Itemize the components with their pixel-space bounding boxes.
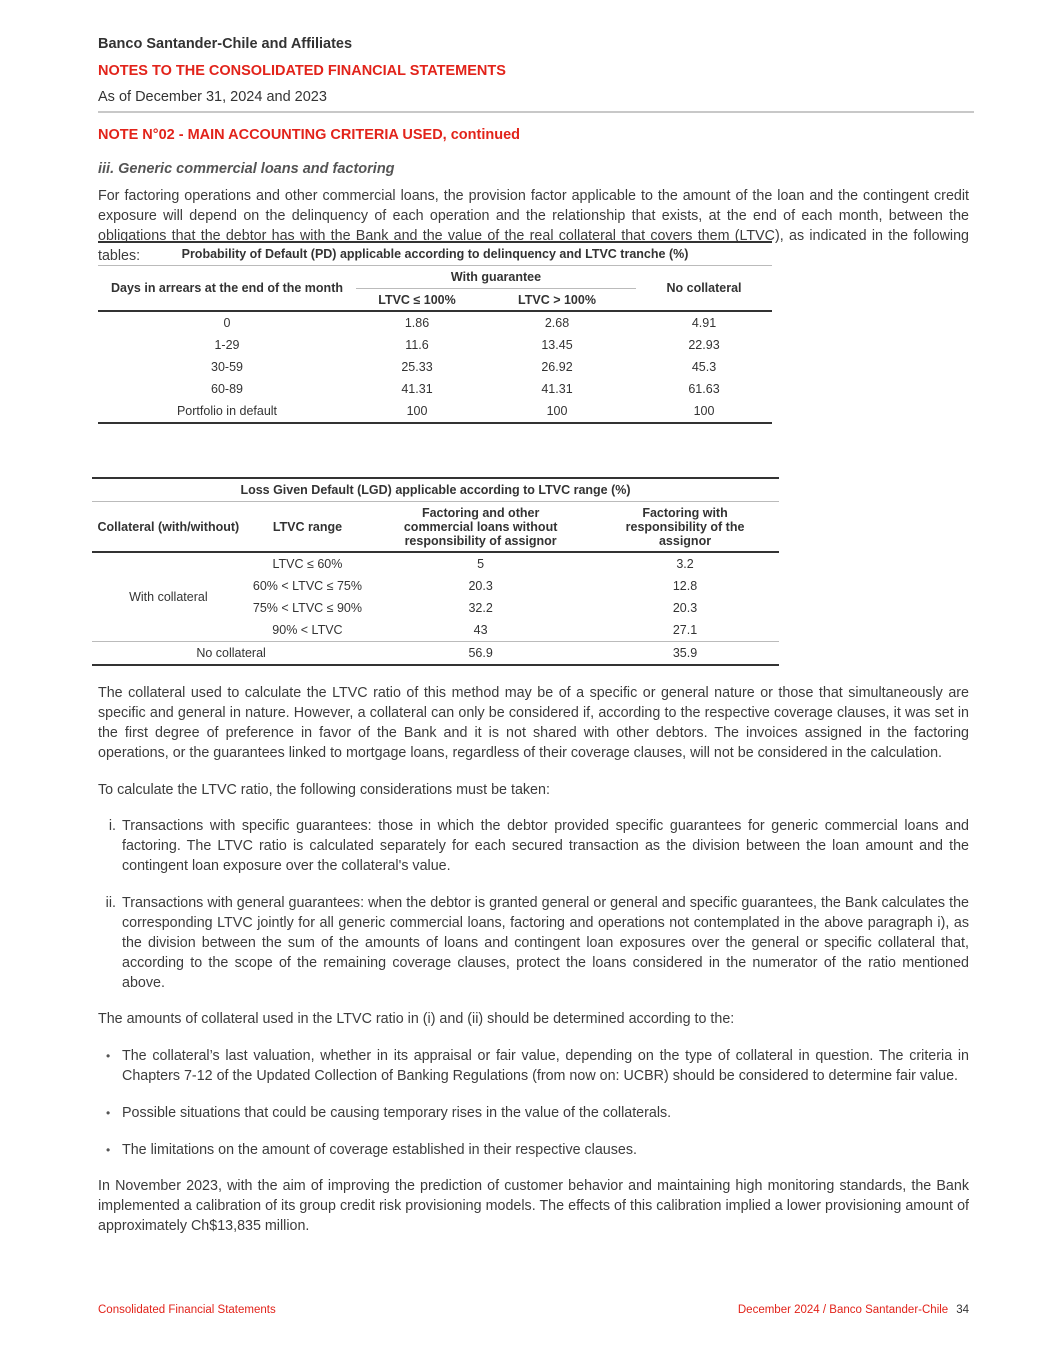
- list-marker: ii.: [105, 895, 116, 911]
- pd-le-cell: 25.33: [401, 360, 433, 374]
- list-item-text: Transactions with specific guarantees: those in which the debtor provided specific guarantees for generic commercial loans and factoring. The LTVC ratio is calculated separately for each secured transaction as the division between the loan amount and the contingent loan exposure over the collateral's value.: [122, 818, 969, 874]
- pd-days-cell: Portfolio in default: [98, 400, 356, 423]
- lgd-with-cell: 12.8: [672, 579, 698, 593]
- table-row: [98, 400, 772, 423]
- lgd-with-cell: 3.2: [676, 557, 694, 571]
- lgd-with-collateral-cell: With collateral: [129, 590, 208, 604]
- roman-list: [98, 816, 969, 993]
- pd-col-ltvc-le: LTVC ≤ 100%: [356, 289, 478, 312]
- footer-left-text: Consolidated Financial Statements: [98, 1304, 276, 1316]
- table-row: [98, 378, 772, 400]
- note-title: NOTE N°02 - MAIN ACCOUNTING CRITERIA USED, continued: [98, 127, 521, 143]
- pd-col-no-collateral: No collateral: [636, 266, 772, 312]
- lgd-with-cell: 35.9: [591, 642, 779, 666]
- lgd-range-cell: 60% < LTVC ≤ 75%: [252, 579, 363, 593]
- bullet-icon: •: [106, 1049, 111, 1063]
- pd-none-cell: 4.91: [691, 316, 717, 330]
- table-row: [98, 311, 772, 334]
- pd-table-caption: Probability of Default (PD) applicable according to delinquency and LTVC tranche (%): [98, 242, 772, 266]
- pd-gt-cell: 13.45: [541, 338, 573, 352]
- lgd-other-cell: 20.3: [468, 579, 493, 593]
- table-row: [92, 552, 779, 575]
- pd-table: [98, 241, 772, 424]
- section-title: iii. Generic commercial loans and factoring: [98, 161, 395, 177]
- lgd-range-cell: 90% < LTVC: [272, 623, 343, 637]
- amounts-paragraph: The amounts of collateral used in the LTVC ratio in (i) and (ii) should be determined according to the:: [98, 1011, 735, 1027]
- page-header-block: [98, 34, 969, 266]
- list-item-text: Possible situations that could be causing temporary rises in the value of the collaterals.: [122, 1105, 672, 1121]
- calc-paragraph: To calculate the LTVC ratio, the following considerations must be taken:: [98, 782, 550, 798]
- final-paragraph: In November 2023, with the aim of improving the prediction of customer behavior and maintaining high monitoring standards, the Bank implemented a calibration of its group credit risk provisioning models. The effects of this calibration implied a lower provisioning amount of approximately Ch$13,835 million.: [98, 1178, 969, 1234]
- pd-col-with-guarantee: With guarantee: [356, 266, 636, 289]
- lgd-table: [92, 477, 779, 666]
- table-row: [98, 356, 772, 378]
- lgd-with-cell: 20.3: [672, 601, 698, 615]
- pd-days-cell: 0: [223, 316, 231, 330]
- pd-le-cell: 41.31: [401, 382, 433, 396]
- list-marker: i.: [108, 818, 116, 834]
- report-date: As of December 31, 2024 and 2023: [98, 89, 327, 105]
- pd-days-cell: 30-59: [211, 360, 243, 374]
- list-item: [98, 1140, 969, 1160]
- bullet-icon: •: [106, 1106, 111, 1120]
- pd-le-cell: 1.86: [404, 316, 430, 330]
- lgd-no-collateral-cell: No collateral: [92, 642, 370, 666]
- pd-none-cell: 100: [636, 400, 772, 423]
- pd-none-cell: 22.93: [688, 338, 720, 352]
- list-item-text: The collateral’s last valuation, whether in its appraisal or fair value, depending on the type of collateral in question. The criteria in Chapters 7-12 of the Updated Collection of Banking Regulations (from now on: UCBR) should be considered to determine fair value.: [122, 1048, 969, 1084]
- lgd-range-cell: 75% < LTVC ≤ 90%: [252, 601, 363, 615]
- intro-paragraph: For factoring operations and other commercial loans, the provision factor applicable to the amount of the loan and the contingent credit exposure will depend on the delinquency of each operation and the relationship that exists, at the end of each month, between the obligations that the debtor has with the Bank and the value of the real collateral that covers them (LTVC), as indicated in the following tables:: [98, 188, 969, 264]
- lgd-col-collateral: Collateral (with/without): [92, 502, 245, 553]
- pd-none-cell: 61.63: [688, 382, 720, 396]
- lgd-other-cell: 5: [477, 557, 485, 571]
- lgd-other-cell: 56.9: [370, 642, 591, 666]
- lgd-col-factoring-other: Factoring and other commercial loans without responsibility of assignor: [370, 502, 591, 553]
- header-divider: [98, 111, 974, 113]
- list-item-text: The limitations on the amount of coverage established in their respective clauses.: [122, 1142, 637, 1158]
- list-item-text: Transactions with general guarantees: when the debtor is granted general or general and specific guarantees, the Bank calculates the corresponding LTVC jointly for all generic commercial loans, factoring and operations not contemplated in the above paragraph i), as the division between the sum of the amounts of loans and contingent loan exposures over the general or specific collateral that, according to the scope of the remaining coverage clauses, protect the loans considered in the numerator of the ratio mentioned above.: [122, 895, 969, 991]
- notes-title: NOTES TO THE CONSOLIDATED FINANCIAL STATEMENTS: [98, 63, 506, 79]
- pd-none-cell: 45.3: [691, 360, 717, 374]
- pd-le-cell: 100: [356, 400, 478, 423]
- lgd-col-range: LTVC range: [245, 502, 370, 553]
- table-row: [98, 334, 772, 356]
- pd-le-cell: 11.6: [405, 338, 429, 352]
- list-item: [98, 1103, 969, 1123]
- bullet-list: [98, 1046, 969, 1160]
- pd-days-cell: 1-29: [214, 338, 240, 352]
- lgd-range-cell: LTVC ≤ 60%: [272, 557, 343, 571]
- lgd-table-caption: Loss Given Default (LGD) applicable according to LTVC range (%): [92, 478, 779, 502]
- list-item: [98, 1046, 969, 1086]
- pd-col-days: Days in arrears at the end of the month: [98, 266, 356, 312]
- company-name: Banco Santander-Chile and Affiliates: [98, 36, 353, 52]
- pd-days-cell: 60-89: [211, 382, 243, 396]
- lgd-with-cell: 27.1: [672, 623, 698, 637]
- footer-right-text: December 2024 / Banco Santander-Chile: [737, 1304, 949, 1316]
- collateral-paragraph: The collateral used to calculate the LTVC ratio of this method may be of a specific or general nature or those that simultaneously are specific and general in nature. However, a collateral can only be considered if, according to the respective coverage clauses, it was set in the first degree of preference in favor of the Bank and it is not shared with other debtors. The invoices assigned in the factoring operations, or the guarantees linked to mortgage loans, regardless of their coverage clauses, will not be considered in the calculation.: [98, 685, 969, 761]
- pd-col-ltvc-gt: LTVC > 100%: [478, 289, 636, 312]
- footer-right: [738, 1302, 969, 1318]
- page-number: 34: [956, 1304, 969, 1316]
- list-item: [98, 816, 969, 876]
- body-text-block: [98, 683, 969, 1236]
- bullet-icon: •: [106, 1143, 111, 1157]
- pd-gt-cell: 26.92: [541, 360, 573, 374]
- lgd-col-factoring-with: Factoring with responsibility of the assignor: [591, 502, 779, 553]
- lgd-other-cell: 32.2: [468, 601, 493, 615]
- table-row: [92, 642, 779, 666]
- lgd-other-cell: 43: [473, 623, 488, 637]
- list-item: [98, 893, 969, 993]
- page-footer: [98, 1302, 969, 1318]
- pd-gt-cell: 100: [478, 400, 636, 423]
- pd-gt-cell: 2.68: [544, 316, 570, 330]
- pd-gt-cell: 41.31: [541, 382, 573, 396]
